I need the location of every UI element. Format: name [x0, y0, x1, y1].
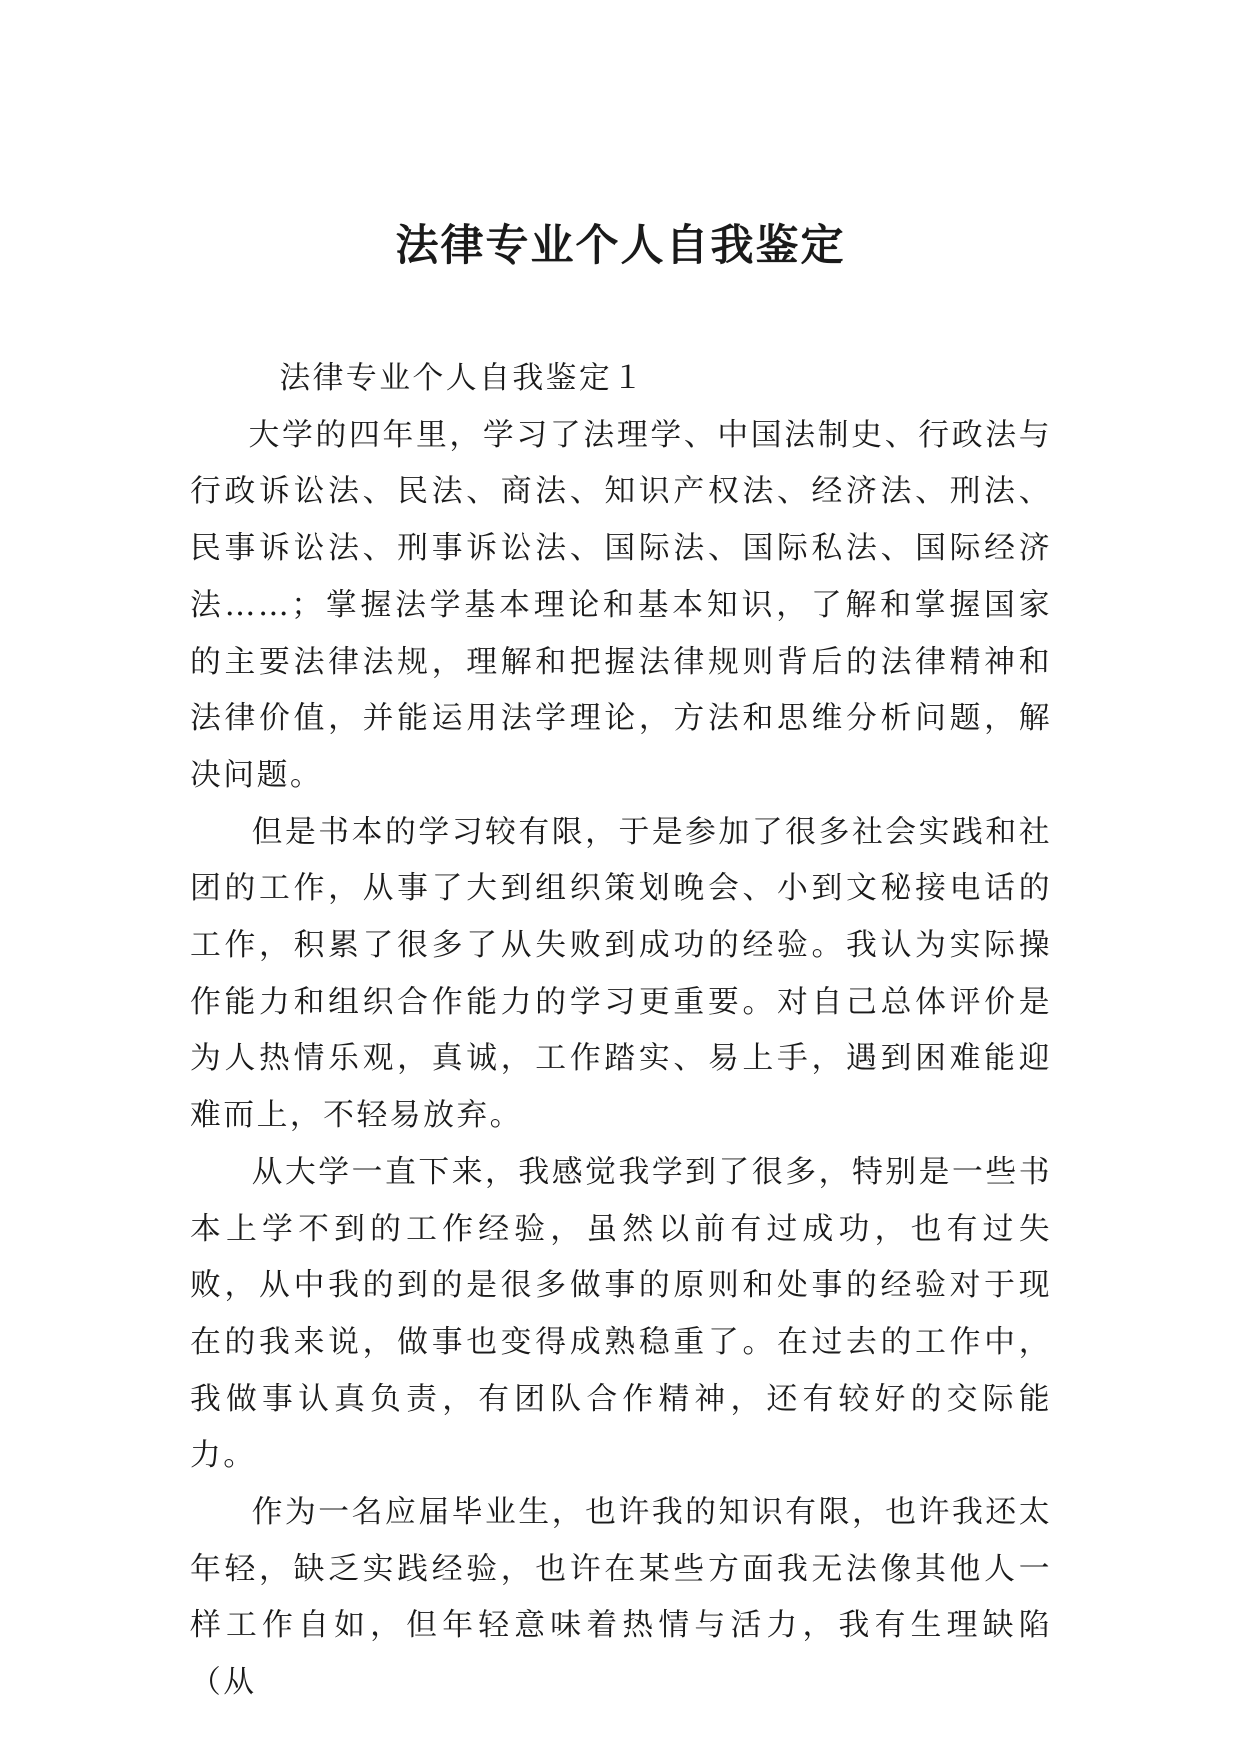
section-heading: 法律专业个人自我鉴定１ [279, 360, 646, 396]
paragraph: 大学的四年里，学习了法理学、中国法制史、行政法与行政诉讼法、民法、商法、知识产权法、经济法、刑法、民事诉讼法、刑事诉讼法、国际法、国际私法、国际经济法……；掌握法学基本理论和基本知识，了解和掌握国家的主要法律法规，理解和把握法律规则背后的法律精神和法律价值，并能运用法学理论，方法和思维分析问题，解决问题。 [190, 416, 1052, 793]
document-body [190, 350, 1052, 1711]
paragraph: 但是书本的学习较有限，于是参加了很多社会实践和社团的工作，从事了大到组织策划晚会、小到文秘接电话的工作，积累了很多了从失败到成功的经验。我认为实际操作能力和组织合作能力的学习更重要。对自己总体评价是为人热情乐观，真诚，工作踏实、易上手，遇到困难能迎难而上，不轻易放弃。 [190, 813, 1052, 1134]
paragraph: 从大学一直下来，我感觉我学到了很多，特别是一些书本上学不到的工作经验，虽然以前有过成功，也有过失败，从中我的到的是很多做事的原则和处事的经验对于现在的我来说，做事也变得成熟稳重了。在过去的工作中，我做事认真负责，有团队合作精神，还有较好的交际能力。 [190, 1153, 1052, 1474]
paragraph: 作为一名应届毕业生，也许我的知识有限，也许我还太年轻，缺乏实践经验，也许在某些方面我无法像其他人一样工作自如，但年轻意味着热情与活力，我有生理缺陷（从 [190, 1494, 1052, 1701]
document-title: 法律专业个人自我鉴定 [395, 221, 846, 271]
